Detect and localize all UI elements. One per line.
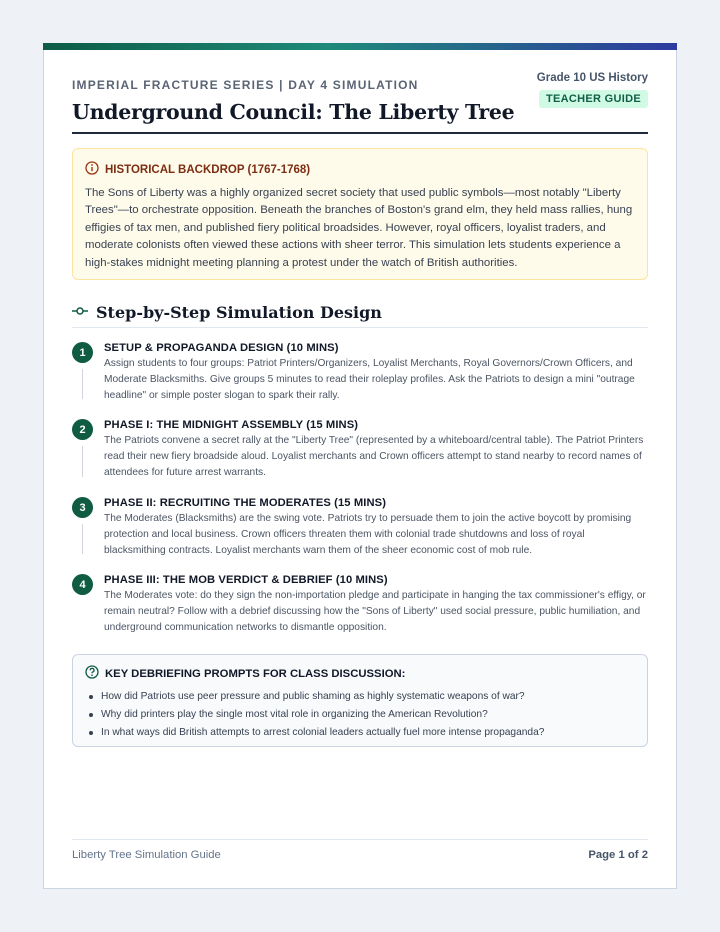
step-description: The Moderates (Blacksmiths) are the swing vote. Patriots try to persuade them to join the active boycott by promising protection and local business. Crown officers threaten them with colonial trade shutdowns and loss of royal blacksmithing contracts. Loyalist merchants warn them of the sheer economic cost of mob rule. bbox=[104, 513, 632, 556]
step-connector bbox=[82, 446, 83, 477]
step-description: Assign students to four groups: Patriot Printers/Organizers, Loyalist Merchants, Royal Governors/Crown Officers, and Moderate Blacksmiths. Give groups 5 minutes to read their roleplay profiles. Ask the Patriots to design a mini "outrage headline" or simple poster slogan to spark their rally. bbox=[104, 358, 635, 401]
series-label: IMPERIAL FRACTURE SERIES | DAY 4 SIMULATION bbox=[72, 78, 419, 92]
step-number-badge: 2 bbox=[72, 419, 93, 440]
prompt-item: How did Patriots use peer pressure and public shaming as highly systematic weapons of war? bbox=[85, 688, 635, 706]
footer-guide-name: Liberty Tree Simulation Guide bbox=[72, 849, 221, 861]
step-item bbox=[72, 342, 648, 419]
steps-list bbox=[72, 342, 648, 648]
page-footer bbox=[72, 839, 648, 861]
step-number-badge: 1 bbox=[72, 342, 93, 363]
step-connector bbox=[82, 369, 83, 399]
info-icon bbox=[85, 161, 99, 178]
step-item bbox=[72, 497, 648, 574]
grade-label: Grade 10 US History bbox=[536, 72, 648, 84]
top-gradient-bar bbox=[43, 43, 677, 50]
page-header bbox=[72, 72, 648, 134]
backdrop-text: The Sons of Liberty was a highly organized secret society that used public symbols—most notably "Liberty Trees"—to orchestrate opposition. Beneath the branches of Boston's grand elm, they held mass rallies, hung effigies of tax men, and published fiery political broadsides. However, royal officers, loyalist traders, and moderate colonists often viewed these actions with sheer terror. This simulation lets students experience a high-stakes midnight meeting planning a protest under the watch of British authorities. bbox=[85, 187, 633, 269]
simulation-design-heading bbox=[72, 298, 648, 328]
prompts-heading: KEY DEBRIEFING PROMPTS FOR CLASS DISCUSSION: bbox=[105, 667, 406, 680]
step-item bbox=[72, 419, 648, 497]
step-description: The Patriots convene a secret rally at the "Liberty Tree" (represented by a whiteboard/central table). The Patriot Printers read their new fiery broadside aloud. Loyalist merchants and Crown officers attempt to stand nearby to record names of attendees for future arrest warrants. bbox=[104, 435, 644, 478]
step-number-badge: 3 bbox=[72, 497, 93, 518]
debrief-prompts-box bbox=[72, 654, 648, 747]
step-number-badge: 4 bbox=[72, 574, 93, 595]
step-title: PHASE III: THE MOB VERDICT & DEBRIEF (10 MINS) bbox=[104, 574, 388, 586]
document-page bbox=[43, 43, 677, 889]
commit-icon bbox=[72, 304, 88, 322]
teacher-guide-badge: TEACHER GUIDE bbox=[539, 90, 648, 108]
page-title: Underground Council: The Liberty Tree bbox=[72, 100, 515, 124]
question-circle-icon bbox=[85, 665, 99, 682]
page-number: Page 1 of 2 bbox=[588, 849, 648, 861]
backdrop-heading-row bbox=[85, 161, 635, 178]
backdrop-heading: HISTORICAL BACKDROP (1767-1768) bbox=[105, 163, 311, 176]
prompt-item: In what ways did British attempts to arrest colonial leaders actually fuel more intense propaganda? bbox=[85, 724, 635, 742]
step-title: PHASE I: THE MIDNIGHT ASSEMBLY (15 MINS) bbox=[104, 419, 359, 431]
step-title: PHASE II: RECRUITING THE MODERATES (15 MINS) bbox=[104, 497, 387, 509]
historical-backdrop-box bbox=[72, 148, 648, 280]
prompts-list bbox=[85, 688, 635, 742]
step-connector bbox=[82, 524, 83, 554]
section-title: Step-by-Step Simulation Design bbox=[96, 303, 382, 322]
step-description: The Moderates vote: do they sign the non-importation pledge and participate in hanging the tax commissioner's effigy, or remain neutral? Follow with a debrief discussing how the "Sons of Liberty" used social pressure, public humiliation, and underground communication networks to dismantle opposition. bbox=[104, 590, 646, 633]
prompts-heading-row bbox=[85, 665, 635, 682]
step-item bbox=[72, 574, 648, 648]
step-title: SETUP & PROPAGANDA DESIGN (10 MINS) bbox=[104, 342, 339, 354]
prompt-item: Why did printers play the single most vital role in organizing the American Revolution? bbox=[85, 706, 635, 724]
